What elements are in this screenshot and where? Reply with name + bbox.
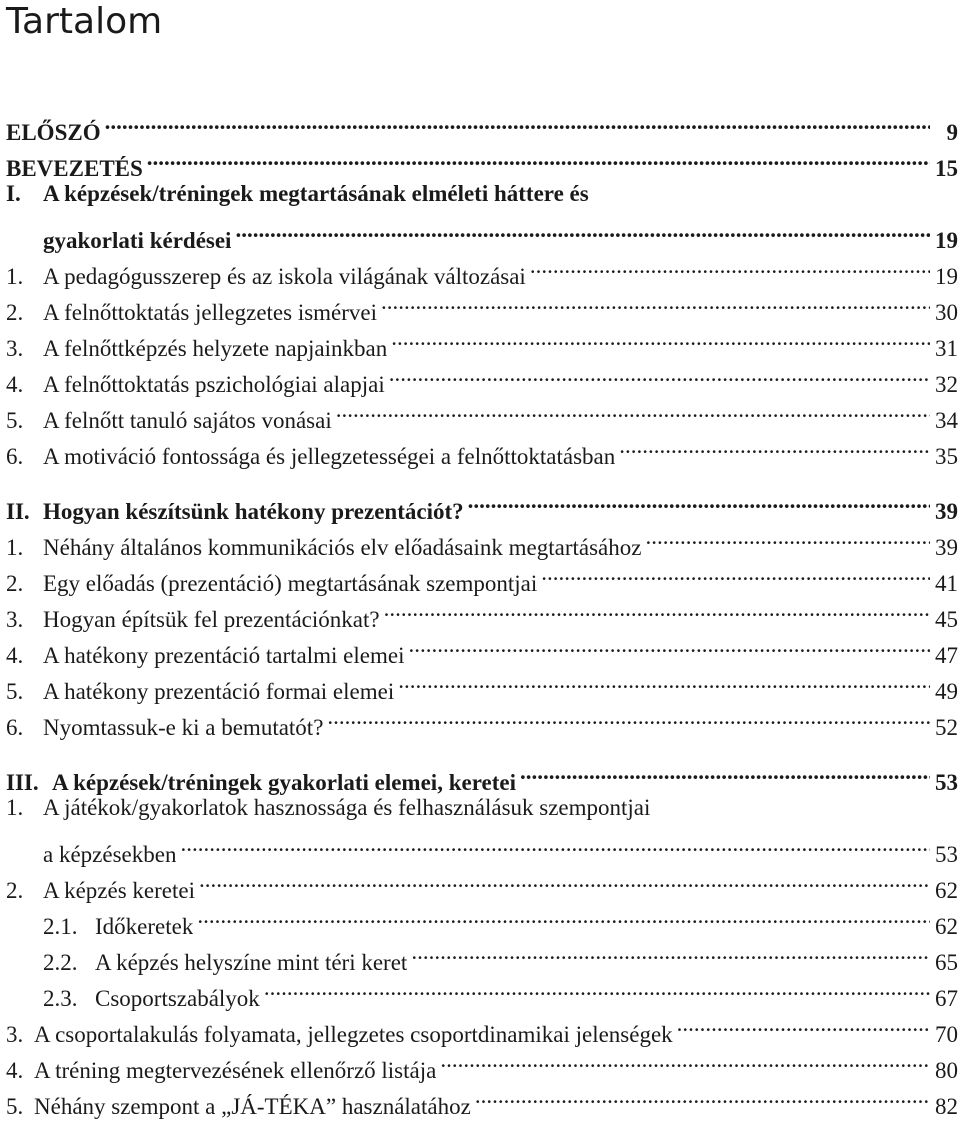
toc-entry-title: Egy előadás (prezentáció) megtartásának szempontjai — [43, 571, 538, 596]
toc-page-number: 53 — [935, 770, 958, 795]
toc-entry-number: 6. — [6, 444, 24, 469]
toc-entry-title: Hogyan készítsünk hatékony prezentációt? — [43, 499, 464, 524]
toc-page-number: 80 — [935, 1058, 958, 1083]
toc-entry-number: 2. — [6, 878, 24, 903]
dot-leader — [619, 428, 930, 464]
toc-page-number: 62 — [935, 878, 958, 903]
toc-page-number: 39 — [935, 499, 958, 524]
toc-entry-number: 6. — [6, 715, 24, 740]
toc-entry-number: 1. — [6, 535, 24, 560]
toc-page-number: 82 — [935, 1094, 958, 1119]
dot-leader — [645, 519, 930, 555]
toc-page-number: 9 — [946, 120, 958, 145]
toc-entry-number: 2. — [6, 571, 24, 596]
toc-entry-title: A hatékony prezentáció formai elemei — [43, 679, 395, 704]
toc-entry-title: BEVEZETÉS — [6, 156, 143, 181]
dot-leader — [389, 356, 930, 392]
toc-entry-title: A képzés keretei — [43, 878, 195, 903]
toc-entry-bevezetes[interactable] — [6, 140, 958, 181]
dot-leader — [398, 663, 930, 699]
toc-page-number: 19 — [935, 228, 958, 253]
toc-page-number: 30 — [935, 300, 958, 325]
toc-entry-title: A képzések/tréningek megtartásának elméleti háttere és — [43, 181, 589, 206]
dot-leader — [677, 1006, 930, 1042]
dot-leader — [468, 483, 930, 519]
dot-leader — [408, 627, 930, 663]
toc-entry-number: 5. — [6, 408, 24, 433]
toc-entry-number: 4. — [6, 372, 24, 397]
dot-leader — [381, 284, 930, 320]
toc-page-number: 45 — [935, 607, 958, 632]
toc-page-number: 34 — [935, 408, 958, 433]
toc-entry-number: 3. — [6, 1022, 24, 1047]
page-title: Tartalom — [6, 1, 163, 42]
toc-page-number: 62 — [935, 914, 958, 939]
toc-page-number: 67 — [935, 986, 958, 1011]
toc-entry-number: 5. — [6, 679, 24, 704]
toc-entry-number: 2. — [6, 300, 24, 325]
toc-entry-number: 2.1. — [43, 914, 78, 939]
dot-leader — [180, 826, 930, 862]
dot-leader — [520, 754, 930, 790]
dot-leader — [235, 212, 930, 248]
toc-chapter-1-continuation[interactable] — [6, 212, 958, 253]
toc-page-number: 49 — [935, 679, 958, 704]
toc-entry-title: Néhány általános kommunikációs elv előadásaink megtartásához — [43, 535, 642, 560]
toc-entry-number: 3. — [6, 607, 24, 632]
toc-entry-title: gyakorlati kérdései — [43, 228, 232, 253]
toc-page-number: 39 — [935, 535, 958, 560]
toc-entry-title: A tréning megtervezésének ellenőrző listája — [34, 1058, 437, 1083]
toc-page-number: 31 — [935, 336, 958, 361]
dot-leader — [541, 555, 930, 591]
toc-entry-number: 4. — [6, 643, 24, 668]
toc-entry-title: A csoportalakulás folyamata, jellegzetes csoportdinamikai jelenségek — [34, 1022, 673, 1047]
toc-chapter-1[interactable] — [6, 176, 958, 212]
toc-chapter-3[interactable] — [6, 754, 958, 795]
dot-leader — [411, 934, 930, 970]
toc-entry-number: 5. — [6, 1094, 24, 1119]
toc-page-number: 52 — [935, 715, 958, 740]
toc-entry-title: ELŐSZÓ — [6, 120, 101, 145]
toc-page-number: 35 — [935, 444, 958, 469]
toc-page-number: 15 — [935, 156, 958, 181]
toc-entry-number: 2.2. — [43, 950, 78, 975]
toc-entry-number: 1. — [6, 264, 24, 289]
toc-entry-title: A felnőttoktatás pszichológiai alapjai — [43, 372, 385, 397]
toc-chapter-2[interactable] — [6, 483, 958, 524]
toc-entry-title: Nyomtassuk-e ki a bemutatót? — [43, 715, 324, 740]
toc-entry-title: Hogyan építsük fel prezentációnkat? — [43, 607, 380, 632]
toc-entry-title: A játékok/gyakorlatok hasznossága és felhasználásuk szempontjai — [43, 795, 651, 820]
toc-entry-eloszo[interactable] — [6, 104, 958, 145]
toc-entry-number: 1. — [6, 795, 24, 820]
toc-entry-number: II. — [6, 499, 30, 524]
dot-leader — [475, 1078, 930, 1114]
dot-leader — [384, 591, 930, 627]
toc-entry-title: A képzések/tréningek gyakorlati elemei, keretei — [52, 770, 516, 795]
toc-entry-title: A pedagógusszerep és az iskola világának változásai — [43, 264, 526, 289]
toc-entry-title: A felnőttoktatás jellegzetes ismérvei — [43, 300, 378, 325]
dot-leader — [530, 248, 930, 284]
toc-page-number: 70 — [935, 1022, 958, 1047]
dot-leader — [391, 320, 930, 356]
toc-entry[interactable] — [6, 790, 958, 826]
toc-entry-continuation[interactable] — [6, 826, 958, 867]
toc-page-number: 53 — [935, 842, 958, 867]
toc-entry-title: A motiváció fontossága és jellegzetességei a felnőttoktatásban — [43, 444, 616, 469]
toc-page-number: 19 — [935, 264, 958, 289]
toc-entry-number: III. — [6, 770, 39, 795]
toc-entry-number: 4. — [6, 1058, 24, 1083]
toc-entry-number: 3. — [6, 336, 24, 361]
toc-entry-title: A felnőtt tanuló sajátos vonásai — [43, 408, 332, 433]
toc-entry-title: a képzésekben — [43, 842, 177, 867]
toc-entry-title: Időkeretek — [95, 914, 194, 939]
dot-leader — [199, 862, 930, 898]
dot-leader — [147, 140, 930, 176]
dot-leader — [105, 104, 930, 140]
toc-entry-title: Néhány szempont a „JÁ-TÉKA” használatához — [34, 1094, 471, 1119]
toc-entry-title: A felnőttképzés helyzete napjainkban — [43, 336, 388, 361]
toc-page-number: 32 — [935, 372, 958, 397]
toc-page-number: 65 — [935, 950, 958, 975]
toc-page-number: 41 — [935, 571, 958, 596]
toc-entry-title: Csoportszabályok — [95, 986, 260, 1011]
toc-entry-number: I. — [6, 181, 21, 206]
toc-entry-title: A hatékony prezentáció tartalmi elemei — [43, 643, 405, 668]
toc-entry-title: A képzés helyszíne mint téri keret — [95, 950, 408, 975]
table-of-contents — [6, 104, 958, 1119]
dot-leader — [197, 898, 930, 934]
dot-leader — [336, 392, 930, 428]
toc-page-number: 47 — [935, 643, 958, 668]
dot-leader — [264, 970, 930, 1006]
toc-entry-number: 2.3. — [43, 986, 78, 1011]
dot-leader — [440, 1042, 930, 1078]
dot-leader — [327, 699, 930, 735]
